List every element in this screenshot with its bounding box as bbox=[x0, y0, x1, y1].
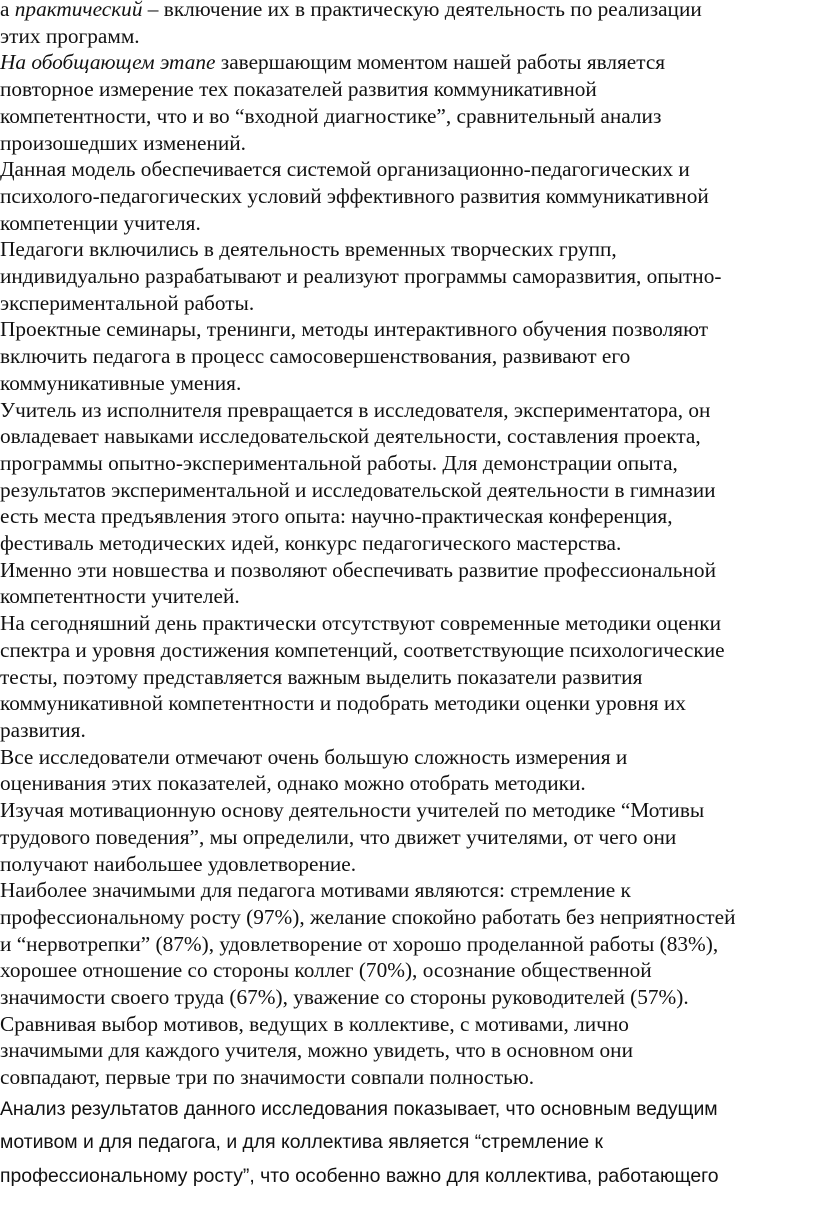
text-line: значимыми для каждого учителя, можно увидеть, что в основном они bbox=[0, 1038, 633, 1063]
text-line: Все исследователи отмечают очень большую сложность измерения и bbox=[0, 744, 628, 769]
paragraph-generalizing-stage bbox=[0, 49, 816, 156]
text-line: программы опытно-экспериментальной работы. Для демонстрации опыта, bbox=[0, 450, 678, 475]
text-line: повторное измерение тех показателей развития коммуникативной bbox=[0, 77, 597, 102]
text-line: и “нервотрепки” (87%), удовлетворение от хорошо проделанной работы (83%), bbox=[0, 931, 719, 956]
text-line: оценивания этих показателей, однако можно отобрать методики. bbox=[0, 771, 586, 796]
text-line: есть места предъявления этого опыта: научно-практическая конференция, bbox=[0, 504, 673, 529]
paragraph-motive-comparison bbox=[0, 1011, 816, 1091]
text-line: фестиваль методических идей, конкурс педагогического мастерства. bbox=[0, 531, 622, 556]
paragraph-teacher-researcher bbox=[0, 397, 816, 557]
text-line: Проектные семинары, тренинги, методы интерактивного обучения позволяют bbox=[0, 317, 709, 342]
text-line: коммуникативной компетентности и подобрать методики оценки уровня их bbox=[0, 691, 686, 716]
text-line: компетентности, что и во “входной диагностике”, сравнительный анализ bbox=[0, 103, 662, 128]
text-line: овладевает навыками исследовательской деятельности, составления проекта, bbox=[0, 424, 701, 449]
paragraph-innovations bbox=[0, 557, 816, 610]
text-line: а практический – включение их в практическую деятельность по реализации bbox=[0, 0, 816, 23]
paragraph-measurement-complexity bbox=[0, 744, 816, 797]
text-line: мотивом и для педагога, и для коллектива является “стремление к bbox=[0, 1131, 603, 1154]
text-line: Именно эти новшества и позволяют обеспечивать развитие профессиональной bbox=[0, 557, 716, 582]
text-line: значимости своего труда (67%), уважение со стороны руководителей (57%). bbox=[0, 985, 689, 1010]
text-line: коммуникативные умения. bbox=[0, 370, 242, 395]
text-line: На обобщающем этапе завершающим моментом нашей работы является bbox=[0, 50, 666, 75]
paragraph-assessment-methods bbox=[0, 610, 816, 744]
text-line: экспериментальной работы. bbox=[0, 290, 255, 315]
text-line: Данная модель обеспечивается системой организационно-педагогических и bbox=[0, 157, 690, 182]
text-line: Сравнивая выбор мотивов, ведущих в коллективе, с мотивами, лично bbox=[0, 1011, 629, 1036]
paragraph-significant-motives bbox=[0, 877, 816, 1011]
text-line: тесты, поэтому представляется важным выделить показатели развития bbox=[0, 664, 643, 689]
italic-term: На обобщающем этапе bbox=[0, 50, 216, 75]
paragraph-creative-groups bbox=[0, 236, 816, 316]
text-line: психолого-педагогических условий эффективного развития коммуникативной bbox=[0, 183, 709, 208]
paragraph-practical-stage bbox=[0, 0, 816, 49]
text-line: компетенции учителя. bbox=[0, 210, 201, 235]
text-line: произошедших изменений. bbox=[0, 130, 247, 155]
text-line: Изучая мотивационную основу деятельности учителей по методике “Мотивы bbox=[0, 798, 705, 823]
text-line: профессиональному росту (97%), желание спокойно работать без неприятностей bbox=[0, 904, 736, 929]
text-line: компетентности учителей. bbox=[0, 584, 240, 609]
text-line: совпадают, первые три по значимости совпали полностью. bbox=[0, 1065, 535, 1090]
paragraph-model-conditions bbox=[0, 156, 816, 236]
text-line: Учитель из исполнителя превращается в исследователя, экспериментатора, он bbox=[0, 397, 711, 422]
text-line: Педагоги включились в деятельность временных творческих групп, bbox=[0, 237, 617, 262]
paragraph-analysis-results bbox=[0, 1093, 816, 1194]
paragraph-motivation-study bbox=[0, 797, 816, 877]
text-line: Наиболее значимыми для педагога мотивами являются: стремление к bbox=[0, 878, 631, 903]
paragraph-seminars bbox=[0, 316, 816, 396]
text-line: хорошее отношение со стороны коллег (70%), осознание общественной bbox=[0, 958, 652, 983]
text-line: развития. bbox=[0, 717, 86, 742]
text-line: включить педагога в процесс самосовершенствования, развивают его bbox=[0, 344, 631, 369]
italic-term: практический bbox=[14, 0, 143, 21]
text-line: этих программ. bbox=[0, 23, 140, 48]
text-line: индивидуально разрабатывают и реализуют программы саморазвития, опытно- bbox=[0, 264, 722, 289]
text-line: Анализ результатов данного исследования показывает, что основным ведущим bbox=[0, 1097, 718, 1120]
text-line: получают наибольшее удовлетворение. bbox=[0, 851, 357, 876]
text-line: профессиональному росту”, что особенно важно для коллектива, работающего bbox=[0, 1165, 719, 1188]
text-line: спектра и уровня достижения компетенций, соответствующие психологические bbox=[0, 637, 725, 662]
text-line: результатов экспериментальной и исследовательской деятельности в гимназии bbox=[0, 477, 716, 502]
text-line: На сегодняшний день практически отсутствуют современные методики оценки bbox=[0, 611, 722, 636]
text-line: трудового поведения”, мы определили, что движет учителями, от чего они bbox=[0, 824, 677, 849]
